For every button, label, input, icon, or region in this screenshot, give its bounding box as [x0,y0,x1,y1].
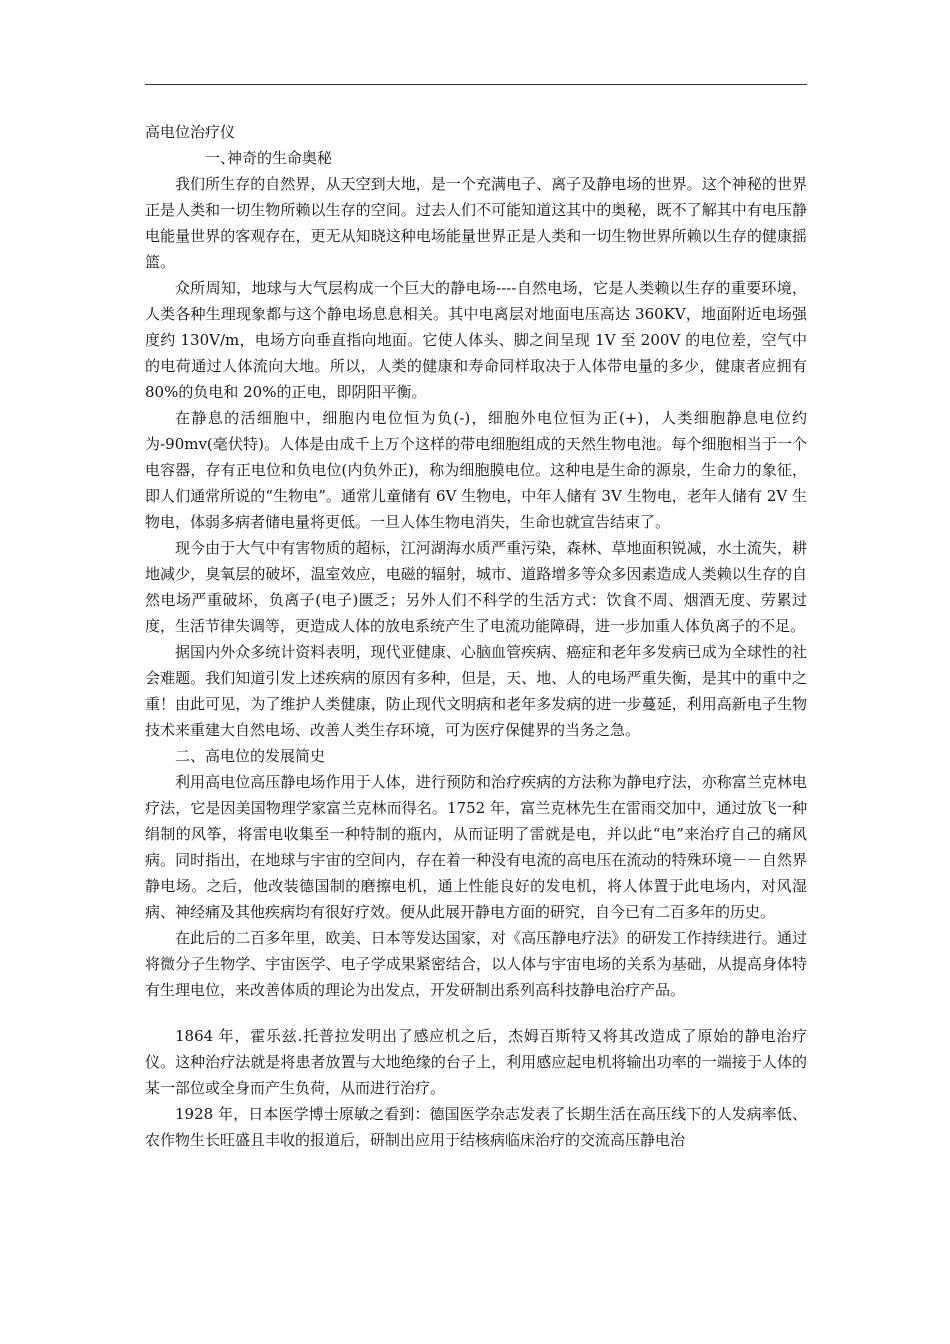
paragraph: 在此后的二百多年里，欧美、日本等发达国家，对《高压静电疗法》的研发工作持续进行。通过将微分子生物学、宇宙医学、电子学成果紧密结合，以人体与宇宙电场的关系为基础，从提高身体特有生理电位，来改善体质的理论为出发点，开发研制出系列高科技静电治疗产品。 [145,929,807,999]
paragraph: 在静息的活细胞中，细胞内电位恒为负(-)，细胞外电位恒为正(+)，人类细胞静息电位约为-90mv(毫伏特)。人体是由成千上万个这样的带电细胞组成的天然生物电池。每个细胞相当于一个电容器，存有正电位和负电位(内负外正)，称为细胞膜电位。这种电是生命的源泉，生命力的象征，即人们通常所说的“生物电”。通常儿童储有 6V 生物电，中年人储有 3V 生物电，老年人储有 2V 生物电，体弱多病者储电量将更低。一旦人体生物电消失，生命也就宣告结束了。 [145,409,807,531]
paragraph: 1864 年，霍乐兹.托普拉发明出了感应机之后，杰姆百斯特又将其改造成了原始的静电治疗仪。这种治疗法就是将患者放置与大地绝缘的台子上，利用感应起电机将输出功率的一端接于人体的某一部位或全身而产生负荷，从而进行治疗。 [145,1027,807,1097]
section-heading-2: 二、高电位的发展简史 [175,747,326,765]
section-title: 神奇的生命奥秘 [227,149,333,167]
paragraph-gap [145,1003,807,1023]
section-heading-1 [145,145,807,171]
header-rule [145,84,807,85]
document-body [145,119,807,1153]
paragraph: 据国内外众多统计资料表明，现代亚健康、心脑血管疾病、癌症和老年多发病已成为全球性的社会难题。我们知道引发上述疾病的原因有多种，但是，天、地、人的电场严重失衡，是其中的重中之重！由此可见，为了维护人类健康，防止现代文明病和老年多发病的进一步蔓延，利用高新电子生物技术来重建大自然电场、改善人类生存环境，可为医疗保健界的当务之急。 [145,643,807,739]
paragraph: 现今由于大气中有害物质的超标，江河湖海水质严重污染，森林、草地面积锐减，水土流失，耕地减少，臭氧层的破坏，温室效应，电磁的辐射，城市、道路增多等众多因素造成人类赖以生存的自然电场严重破坏，负离子(电子)匮乏；另外人们不科学的生活方式：饮食不周、烟酒无度、劳累过度，生活节律失调等，更造成人体的放电系统产生了电流功能障碍，进一步加重人体负离子的不足。 [145,539,807,635]
paragraph: 我们所生存的自然界，从天空到大地，是一个充满电子、离子及静电场的世界。这个神秘的世界正是人类和一切生物所赖以生存的空间。过去人们不可能知道这其中的奥秘，既不了解其中有电压静电能量世界的客观存在，更无从知晓这种电场能量世界正是人类和一切生物世界所赖以生存的健康摇篮。 [145,175,807,271]
section-number: 一、 [205,149,236,167]
document-title: 高电位治疗仪 [145,123,236,141]
paragraph: 众所周知，地球与大气层构成一个巨大的静电场----自然电场，它是人类赖以生存的重要环境，人类各种生理现象都与这个静电场息息相关。其中电离层对地面电压高达 360KV，地面附近电场强度约 130V/m，电场方向垂直指向地面。它使人体头、脚之间呈现 1V 至 200V 的电位差，空气中的电荷通过人体流向大地。所以，人类的健康和寿命同样取决于人体带电量的多少，健康者应拥有 80%的负电和 20%的正电，即阴阳平衡。 [145,279,807,401]
paragraph: 1928 年，日本医学博士原敏之看到：德国医学杂志发表了长期生活在高压线下的人发病率低、农作物生长旺盛且丰收的报道后，研制出应用于结核病临床治疗的交流高压静电治 [145,1105,807,1149]
paragraph: 利用高电位高压静电场作用于人体，进行预防和治疗疾病的方法称为静电疗法，亦称富兰克林电疗法，它是因美国物理学家富兰克林而得名。1752 年，富兰克林先生在雷雨交加中，通过放飞一种绢制的风筝，将雷电收集至一种特制的瓶内，从而证明了雷就是电，并以此“电”来治疗自己的痛风病。同时指出，在地球与宇宙的空间内，存在着一种没有电流的高电压在流动的特殊环境－－自然界静电场。之后，他改装德国制的磨擦电机，通上性能良好的发电机，将人体置于此电场内，对风湿病、神经痛及其他疾病均有很好疗效。便从此展开静电方面的研究，自今已有二百多年的历史。 [145,773,807,921]
